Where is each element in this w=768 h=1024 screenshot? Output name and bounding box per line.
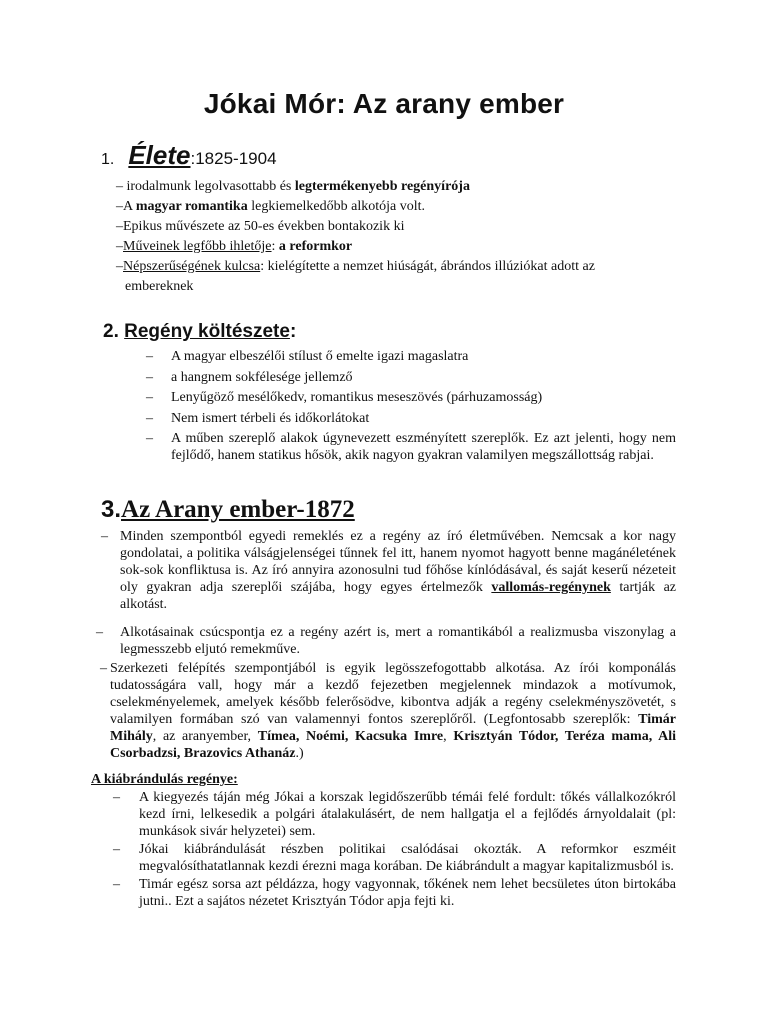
list-item: – A magyar elbeszélői stílust ő emelte igazi magaslatra [146,349,469,364]
section-1-list [116,177,595,297]
section-3-paragraph-3: – Szerkezeti felépítés szempontjából is egyik legösszefogottabb alkotása. Az írói komponálás tudatosságára vall, hogy már a kezdő fejezetben megjelennek mindazok a motívumok, cselekményelemek, amelyek később felerősödve, kibontva adják a regény cselekményszövetét, s valamilyen formában szó van valamennyi fontos szereplőről. (Legfontosabb szereplők: Timár Mihály, az aranyember, Tímea, Noémi, Kacsuka Imre, Krisztyán Tódor, Teréza mama, Ali Csorbadzsi, Brazovics Athanáz.) [100,661,676,761]
section-1-number: 1. [101,151,115,168]
list-item: –Epikus művészete az 50-es években bontakozik ki [116,219,405,234]
section-1-heading [101,140,277,171]
section-1-years: :1825-1904 [190,149,277,168]
section-3-heading [101,496,355,524]
section-4-heading: A kiábrándulás regénye: [91,772,238,787]
list-item: – Nem ismert térbeli és időkorlátokat [146,410,370,426]
list-item: – Timár egész sorsa azt példázza, hogy vagyonnak, tőkének nem lehet becsületes úton birtokába jutni.. Ezt a sajátos nézetet Krisztyán Tódor apja fejti ki. [113,877,676,909]
section-2-title: Regény költészete [124,321,290,342]
list-item: –A magyar romantika legkiemelkedőbb alkotója volt. [116,199,426,214]
list-item: – irodalmunk legolvasottabb és legtermékenyebb regényírója [116,179,470,194]
list-item: – Jókai kiábrándulását részben politikai csalódásai okozták. A reformkor eszméit megvalósíthatatlannak kezdi érezni maga korában. De kiábrándult a magyar kapitalizmusból is. [113,842,676,874]
section-1-title: Élete [128,140,191,170]
list-item: – a hangnem sokfélesége jellemző [146,369,353,385]
section-3-paragraph-1: – Minden szempontból egyedi remeklés ez a regény az író életművében. Nemcsak a kor nagy gondolatai, a politika válságjelenségei tűnnek fel itt, hanem nyomot hagyott benne magánéletének sok-sok konfliktusa is. Az író annyira azonosulni tud főhőse kínlódásával, és saját keserű nézeteit oly gyakran adja szereplői szájába, hogy egyes értelmezők vallomás-regénynek tartják az alkotást. [101,529,677,612]
list-item: – Lenyűgöző mesélőkedv, romantikus meseszövés (párhuzamosság) [146,390,543,406]
list-item: – A kiegyezés táján még Jókai a korszak legidőszerűbb témái felé fordult: tőkés vállalkozókról kezd írni, lelkesedik a polgári átalakulásért, de nem hallgatja el a fejlődés árnyoldalait (pl: munkások sivár helyzetei) sem. [113,790,676,839]
list-item: –Népszerűségének kulcsa: kielégítette a nemzet hiúságát, ábrándos illúziókat adott az [116,259,595,274]
list-item-continuation: embereknek [125,279,194,294]
section-3-paragraph-2: – Alkotásainak csúcspontja ez a regény azért is, mert a romantikából a realizmusba viszonylag a legmesszebb eljutó remekműve. [96,625,676,657]
list-item: –Műveinek legfőbb ihletője: a reformkor [116,239,353,254]
list-item: – A műben szereplő alakok úgynevezett eszményített szereplők. Ez azt jelenti, hogy nem fejlődő, hanem statikus hősök, akik nagyon gyakran valamilyen megszállottság rabjai. [146,431,676,464]
section-3-title: Az Arany ember-1872 [121,496,355,523]
page-title: Jókai Mór: Az arany ember [203,88,565,119]
section-2-list [146,348,676,468]
section-2-number: 2. [103,321,119,342]
section-4-list [113,789,676,911]
section-3-number: 3. [101,496,122,523]
section-2-heading: 2. Regény költészete: [103,321,297,342]
